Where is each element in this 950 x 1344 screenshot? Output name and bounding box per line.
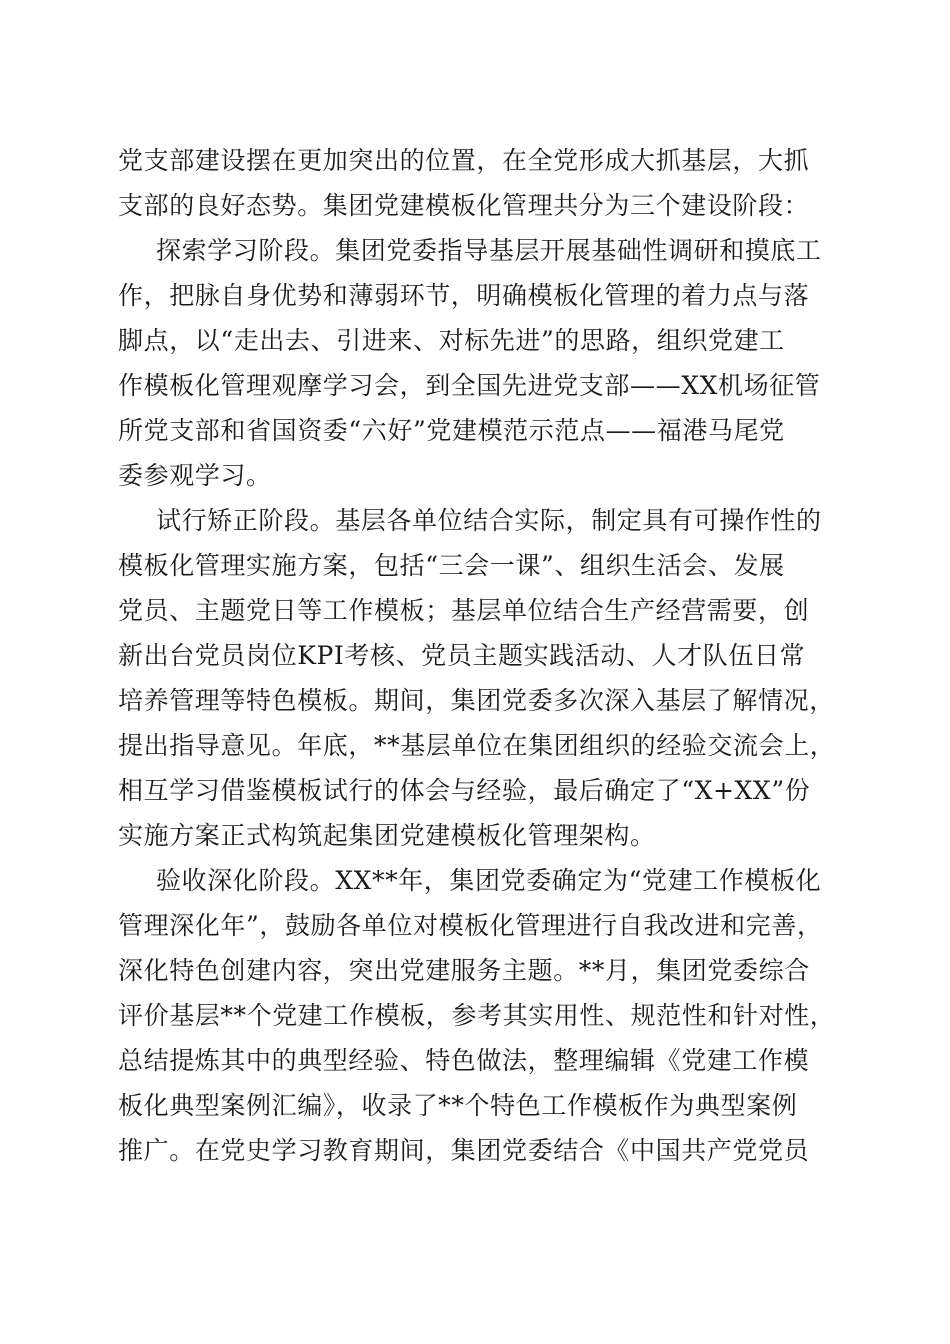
text-line: 党支部建设摆在更加突出的位置，在全党形成大抓基层，大抓 xyxy=(118,146,810,175)
text-line: 实施方案正式构筑起集团党建模板化管理架构。 xyxy=(118,821,656,850)
text-line: 支部的良好态势。集团党建模板化管理共分为三个建设阶段： xyxy=(118,191,810,220)
text-line: 脚点，以“走出去、引进来、对标先进”的思路，组织党建工 xyxy=(118,326,785,355)
text-line: 党员、主题党日等工作模板；基层单位结合生产经营需要，创 xyxy=(118,596,810,625)
document-body xyxy=(118,138,838,1173)
text-line: 评价基层**个党建工作模板，参考其实用性、规范性和针对性， xyxy=(118,1001,836,1030)
paragraph-exploration-stage xyxy=(118,228,838,498)
text-line: 试行矫正阶段。基层各单位结合实际，制定具有可操作性的 xyxy=(156,506,822,535)
text-line: 委参观学习。 xyxy=(118,461,272,490)
text-line: 新出台党员岗位KPI考核、党员主题实践活动、人才队伍日常 xyxy=(118,641,806,670)
text-line: 作，把脉自身优势和薄弱环节，明确模板化管理的着力点与落 xyxy=(118,281,810,310)
text-line: 板化典型案例汇编》，收录了**个特色工作模板作为典型案例 xyxy=(118,1091,798,1120)
text-line: 探索学习阶段。集团党委指导基层开展基础性调研和摸底工 xyxy=(156,236,822,265)
text-line: 总结提炼其中的典型经验、特色做法，整理编辑《党建工作模 xyxy=(118,1046,810,1075)
text-line: 深化特色创建内容，突出党建服务主题。**月，集团党委综合 xyxy=(118,956,810,985)
text-line: 相互学习借鉴模板试行的体会与经验，最后确定了“X+XX”份 xyxy=(118,776,811,805)
text-line: 培养管理等特色模板。期间，集团党委多次深入基层了解情况， xyxy=(118,686,835,715)
text-line: 验收深化阶段。XX**年，集团党委确定为“党建工作模板化 xyxy=(156,866,822,895)
paragraph-continuation xyxy=(118,138,838,228)
text-line: 作模板化管理观摩学习会，到全国先进党支部——XX机场征管 xyxy=(118,371,821,400)
text-line: 管理深化年”，鼓励各单位对模板化管理进行自我改进和完善， xyxy=(118,911,823,940)
text-line: 推广。在党史学习教育期间，集团党委结合《中国共产党党员 xyxy=(118,1136,810,1165)
text-line: 所党支部和省国资委“六好”党建模范示范点——福港马尾党 xyxy=(118,416,785,445)
paragraph-trial-stage xyxy=(118,498,838,858)
text-line: 提出指导意见。年底，**基层单位在集团组织的经验交流会上， xyxy=(118,731,836,760)
paragraph-acceptance-stage xyxy=(118,858,838,1173)
text-line: 模板化管理实施方案，包括“三会一课”、组织生活会、发展 xyxy=(118,551,785,580)
